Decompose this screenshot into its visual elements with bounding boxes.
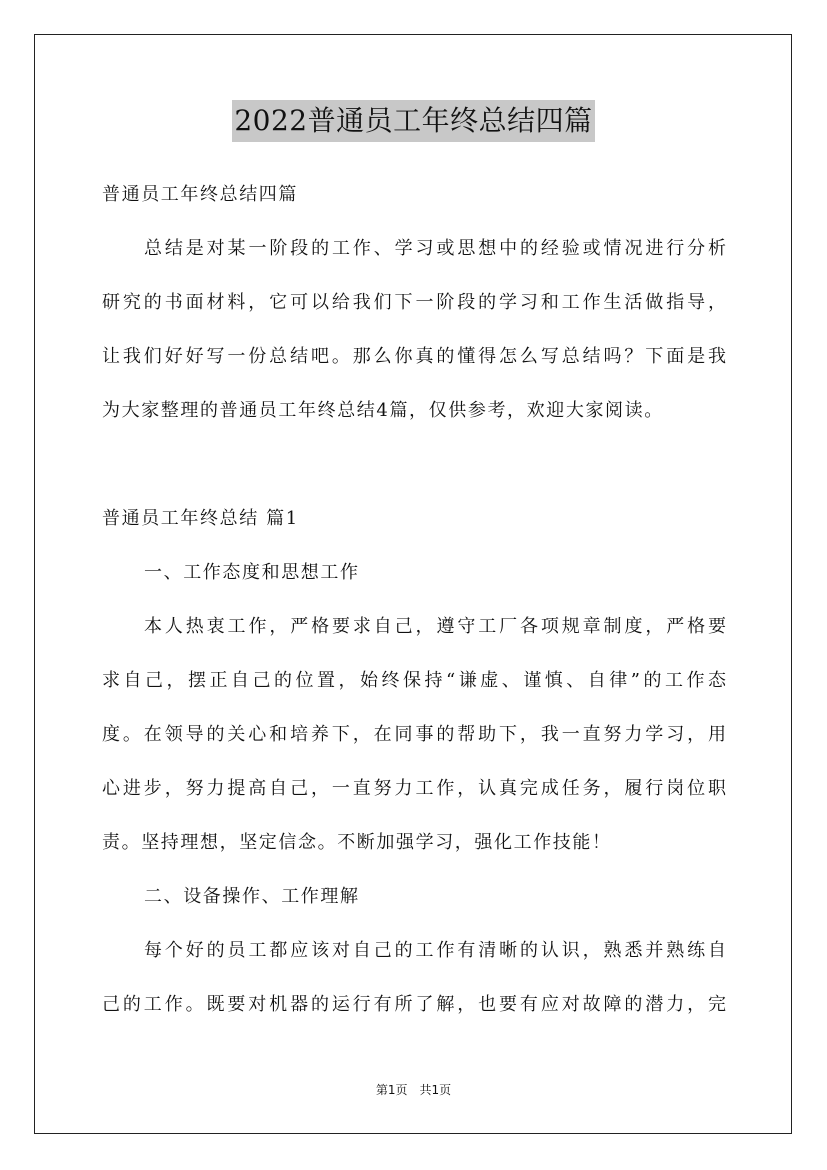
subheading-equipment: 二、设备操作、工作理解 [144,886,360,907]
page-footer: 第1页 共1页 [375,1083,452,1097]
para1-line-3: 度。在领导的关心和培养下，在同事的帮助下，我一直努力学习，用 [102,724,726,745]
para2-line-2: 己的工作。既要对机器的运行有所了解，也要有应对故障的潜力，完 [102,994,726,1015]
para1-line-2: 求自己，摆正自己的位置，始终保持“谦虚、谨慎、自律”的工作态 [102,670,726,691]
para1-line-5: 责。坚持理想，坚定信念。不断加强学习，强化工作技能！ [102,832,612,853]
subtitle: 普通员工年终总结四篇 [102,184,298,205]
subheading-attitude: 一、工作态度和思想工作 [144,562,360,583]
intro-line-1: 总结是对某一阶段的工作、学习或思想中的经验或情况进行分析 [144,238,726,259]
para1-line-1: 本人热衷工作，严格要求自己，遵守工厂各项规章制度，严格要 [144,616,726,637]
intro-line-2: 研究的书面材料，它可以给我们下一阶段的学习和工作生活做指导， [102,292,726,313]
title-container [0,100,827,142]
document-title: 2022普通员工年终总结四篇 [232,100,594,142]
intro-line-4: 为大家整理的普通员工年终总结4篇，仅供参考，欢迎大家阅读。 [102,400,664,421]
para1-line-4: 心进步，努力提高自己，一直努力工作，认真完成任务，履行岗位职 [102,778,726,799]
section-heading: 普通员工年终总结 篇1 [102,508,299,529]
intro-line-3: 让我们好好写一份总结吧。那么你真的懂得怎么写总结吗？下面是我 [102,346,726,367]
para2-line-1: 每个好的员工都应该对自己的工作有清晰的认识，熟悉并熟练自 [144,940,726,961]
